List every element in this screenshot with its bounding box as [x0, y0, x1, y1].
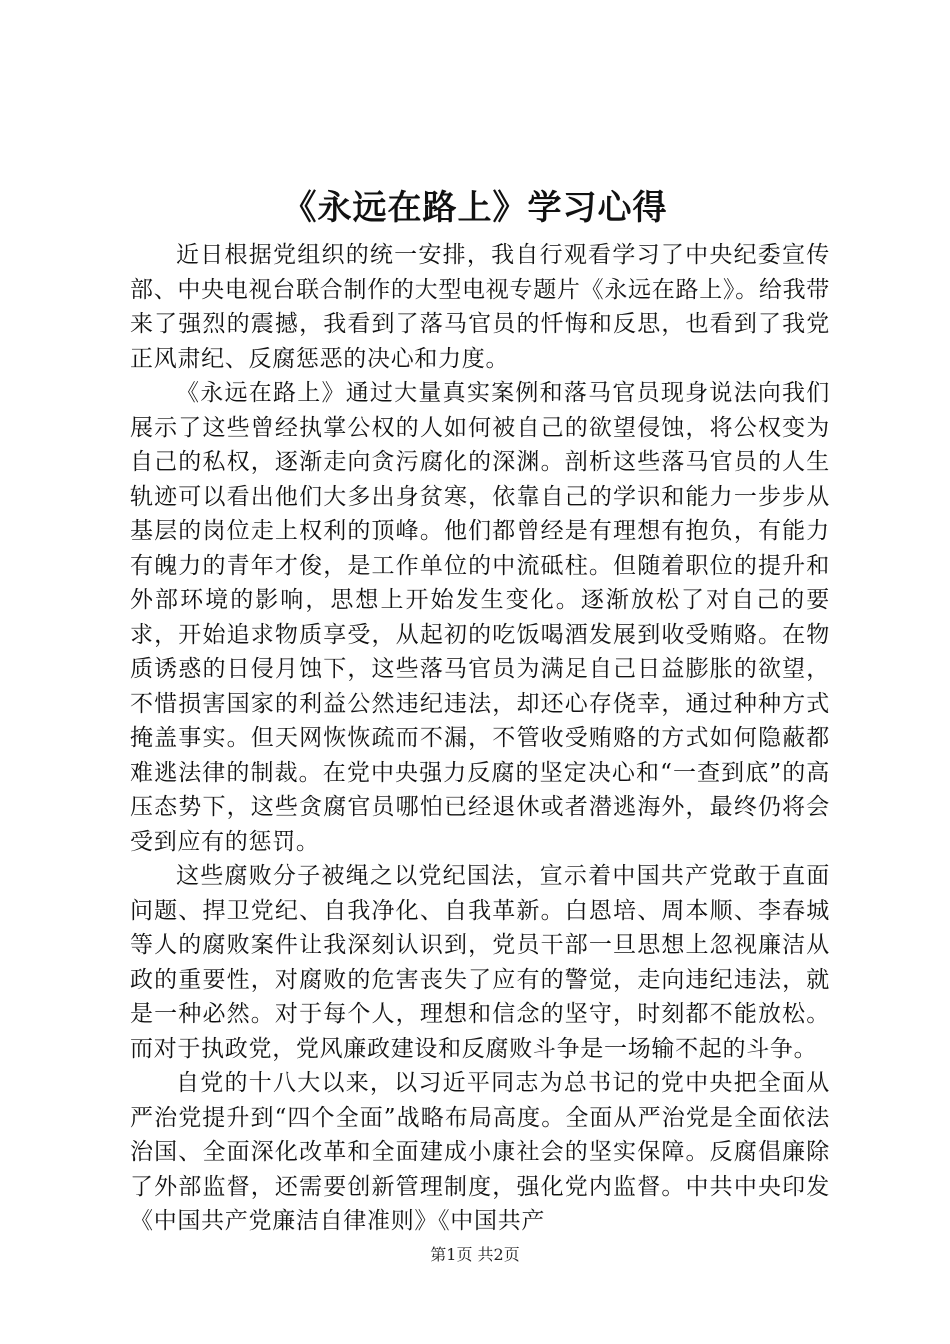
paragraph: 这些腐败分子被绳之以党纪国法，宣示着中国共产党敢于直面问题、捍卫党纪、自我净化、自我革新。白恩培、周本顺、李春城等人的腐败案件让我深刻认识到，党员干部一旦思想上忽视廉洁从政的重要性，对腐败的危害丧失了应有的警觉，走向违纪违法，就是一种必然。对于每个人，理想和信念的坚守，时刻都不能放松。而对于执政党，党风廉政建设和反腐败斗争是一场输不起的斗争。	[130, 863, 830, 1062]
document-title: 《永远在路上》学习心得	[282, 188, 668, 228]
paragraph: 《永远在路上》通过大量真实案例和落马官员现身说法向我们展示了这些曾经执掌公权的人如何被自己的欲望侵蚀，将公权变为自己的私权，逐渐走向贪污腐化的深渊。剖析这些落马官员的人生轨迹可以看出他们大多出身贫寒，依靠自己的学识和能力一步步从基层的岗位走上权利的顶峰。他们都曾经是有理想有抱负，有能力有魄力的青年才俊，是工作单位的中流砥柱。但随着职位的提升和外部环境的影响，思想上开始发生变化。逐渐放松了对自己的要求，开始追求物质享受，从起初的吃饭喝酒发展到收受贿赂。在物质诱惑的日侵月蚀下，这些落马官员为满足自己日益膨胀的欲望，不惜损害国家的利益公然违纪违法，却还心存侥幸，通过种种方式掩盖事实。但天网恢恢疏而不漏，不管收受贿赂的方式如何隐蔽都难逃法律的制裁。在党中央强力反腐的坚定决心和“一查到底”的高压态势下，这些贪腐官员哪怕已经退休或者潜逃海外，最终仍将会受到应有的惩罚。	[130, 380, 830, 855]
paragraph: 自党的十八大以来，以习近平同志为总书记的党中央把全面从严治党提升到“四个全面”战略布局高度。全面从严治党是全面依法治国、全面深化改革和全面建成小康社会的坚实保障。反腐倡廉除了外部监督，还需要创新管理制度，强化党内监督。中共中央印发《中国共产党廉洁自律准则》《中国共产	[130, 1070, 830, 1234]
paragraph: 近日根据党组织的统一安排，我自行观看学习了中央纪委宣传部、中央电视台联合制作的大型电视专题片《永远在路上》。给我带来了强烈的震撼，我看到了落马官员的忏悔和反思，也看到了我党正风肃纪、反腐惩恶的决心和力度。	[130, 242, 830, 372]
page-number-footer: 第1页 共2页	[430, 1245, 520, 1264]
document-body	[130, 238, 830, 1239]
